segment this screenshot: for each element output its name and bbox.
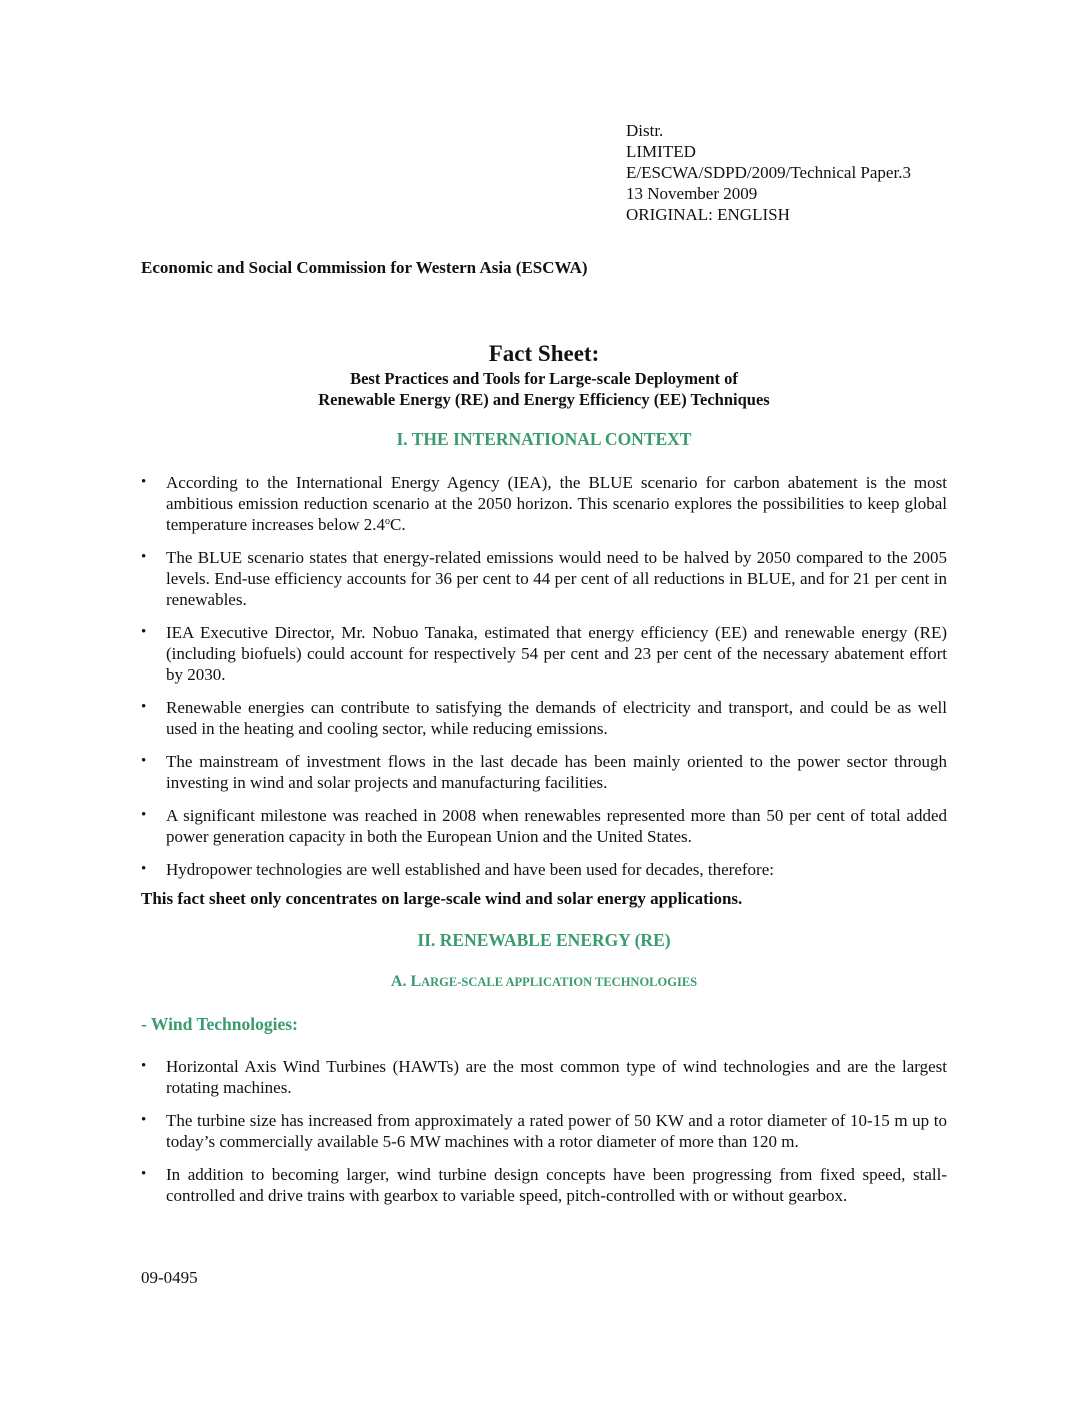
document-symbol: E/ESCWA/SDPD/2009/Technical Paper.3 [626, 163, 911, 182]
subsection-heading-rest: ARGE-SCALE APPLICATION TECHNOLOGIES [421, 975, 698, 989]
wind-technologies-heading: - Wind Technologies: [141, 1014, 298, 1034]
distribution-limited: LIMITED [626, 142, 696, 161]
list-item: • Hydropower technologies are well established and have been used for decades, therefore: [141, 859, 947, 880]
bullet-list-wind-technologies [141, 1056, 947, 1218]
subtitle-line-1: Best Practices and Tools for Large-scale Deployment of [350, 369, 738, 388]
document-date: 13 November 2009 [626, 184, 758, 203]
list-item: • The turbine size has increased from approximately a rated power of 50 KW and a rotor diameter of 10-15 m up to today’s commercially available 5-6 MW machines with a rotor diameter of more than 120 m. [141, 1110, 947, 1152]
list-item: • IEA Executive Director, Mr. Nobuo Tanaka, estimated that energy efficiency (EE) and renewable energy (RE) (including biofuels) could account for respectively 54 per cent and 23 per cent of the necessary abatement effort by 2030. [141, 622, 947, 685]
title-block [141, 340, 947, 410]
list-item: • Renewable energies can contribute to satisfying the demands of electricity and transport, and could be as well used in the heating and cooling sector, while reducing emissions. [141, 697, 947, 739]
list-item: • The BLUE scenario states that energy-related emissions would need to be halved by 2050 compared to the 2005 levels. End-use efficiency accounts for 36 per cent to 44 per cent of all reductions in BLUE, and for 21 per cent in renewables. [141, 547, 947, 610]
subsection-heading-prefix: A. L [390, 973, 422, 990]
original-language: ORIGINAL: ENGLISH [626, 205, 790, 224]
list-item: • In addition to becoming larger, wind turbine design concepts have been progressing from fixed speed, stall-controlled and drive trains with gearbox to variable speed, pitch-controlled with or without gearbox. [141, 1164, 947, 1206]
bullet-text: According to the International Energy Agency (IEA), the BLUE scenario for carbon abatement is the most ambitious emission reduction scenario at the 2050 horizon. This scenario explores the possibilities to keep global temperature increases below 2.4 [166, 473, 947, 534]
distribution-block [626, 120, 911, 225]
subsection-heading-large-scale [141, 973, 947, 991]
bullet-list-international-context [141, 472, 947, 892]
list-item: • A significant milestone was reached in 2008 when renewables represented more than 50 per cent of total added power generation capacity in both the European Union and the United States. [141, 805, 947, 847]
bullet-text-end: C. [390, 515, 406, 534]
organization-name: Economic and Social Commission for Western Asia (ESCWA) [141, 258, 588, 277]
document-number: 09-0495 [141, 1268, 198, 1287]
section-heading-international-context: I. THE INTERNATIONAL CONTEXT [396, 429, 692, 449]
section-heading-renewable-energy: II. RENEWABLE ENERGY (RE) [417, 930, 671, 950]
list-item [141, 472, 947, 535]
list-item: • The mainstream of investment flows in the last decade has been mainly oriented to the power sector through investing in wind and solar projects and manufacturing facilities. [141, 751, 947, 793]
conclusion-statement: This fact sheet only concentrates on large-scale wind and solar energy applications. [141, 889, 743, 908]
list-item: • Horizontal Axis Wind Turbines (HAWTs) are the most common type of wind technologies and are the largest rotating machines. [141, 1056, 947, 1098]
subtitle-line-2: Renewable Energy (RE) and Energy Efficiency (EE) Techniques [318, 390, 770, 409]
distr-label: Distr. [626, 121, 664, 140]
page-title: Fact Sheet: [488, 341, 600, 366]
degree-superscript: o [385, 516, 391, 527]
